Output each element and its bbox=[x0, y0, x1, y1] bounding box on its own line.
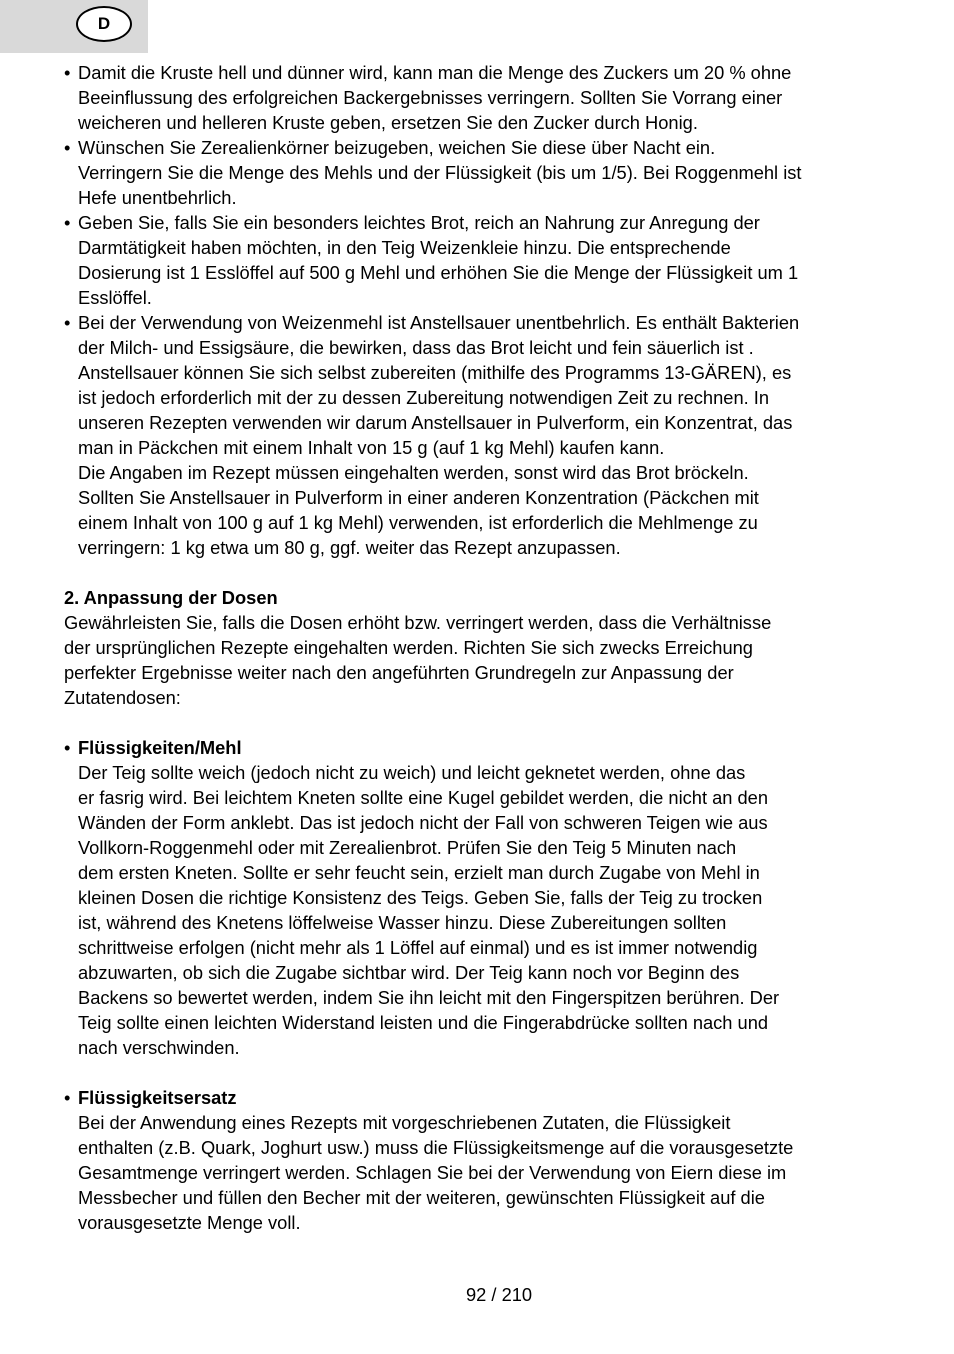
text-line: Darmtätigkeit haben möchten, in den Teig Weizenkleie hinzu. Die entsprechende bbox=[78, 237, 731, 258]
subsection-fluessigkeiten-mehl bbox=[64, 735, 894, 1060]
text-line: verringern: 1 kg etwa um 80 g, ggf. weiter das Rezept anzupassen. bbox=[78, 537, 621, 558]
text-line: Geben Sie, falls Sie ein besonders leichtes Brot, reich an Nahrung zur Anregung der bbox=[78, 212, 760, 233]
text-line: Teig sollte einen leichten Widerstand leisten und die Fingerabdrücke sollten nach und bbox=[78, 1012, 769, 1033]
bullet-icon: • bbox=[64, 312, 71, 333]
bullet-item bbox=[64, 135, 894, 210]
text-line: ist, während des Knetens löffelweise Wasser hinzu. Diese Zubereitungen sollten bbox=[78, 912, 727, 933]
page-total: / 210 bbox=[486, 1284, 533, 1305]
text-line: vorausgesetzte Menge voll. bbox=[78, 1212, 301, 1233]
text-line: Bei der Anwendung eines Rezepts mit vorgeschriebenen Zutaten, die Flüssigkeit bbox=[78, 1112, 731, 1133]
subsection-heading: Flüssigkeitsersatz bbox=[78, 1087, 237, 1108]
text-line: man in Päckchen mit einem Inhalt von 15 g (auf 1 kg Mehl) kaufen kann. bbox=[78, 437, 665, 458]
bullet-item bbox=[64, 310, 894, 560]
section-anpassung bbox=[64, 585, 894, 710]
text-line: Wänden der Form anklebt. Das ist jedoch nicht der Fall von schweren Teigen wie aus bbox=[78, 812, 768, 833]
page-content bbox=[64, 60, 894, 1235]
text-line: Damit die Kruste hell und dünner wird, kann man die Menge des Zuckers um 20 % ohne bbox=[78, 62, 792, 83]
bullet-icon: • bbox=[64, 1087, 71, 1108]
text-line: er fasrig wird. Bei leichtem Kneten sollte eine Kugel gebildet werden, die nicht an den bbox=[78, 787, 769, 808]
text-line: abzuwarten, ob sich die Zugabe sichtbar wird. Der Teig kann noch vor Beginn des bbox=[78, 962, 740, 983]
text-line: Verringern Sie die Menge des Mehls und der Flüssigkeit (bis um 1/5). Bei Roggenmehl ist bbox=[78, 162, 802, 183]
language-code: D bbox=[97, 14, 111, 33]
page-current: 92 bbox=[466, 1284, 487, 1305]
text-line: Die Angaben im Rezept müssen eingehalten werden, sonst wird das Brot bröckeln. bbox=[78, 462, 749, 483]
bullet-icon: • bbox=[64, 212, 71, 233]
page-number bbox=[466, 1282, 532, 1307]
text-line: kleinen Dosen die richtige Konsistenz des Teigs. Geben Sie, falls der Teig zu trocken bbox=[78, 887, 763, 908]
text-line: Beeinflussung des erfolgreichen Backergebnisses verringern. Sollten Sie Vorrang einer bbox=[78, 87, 783, 108]
text-line: Dosierung ist 1 Esslöffel auf 500 g Mehl und erhöhen Sie die Menge der Flüssigkeit um 1 bbox=[78, 262, 799, 283]
text-line: Anstellsauer können Sie sich selbst zubereiten (mithilfe des Programms 13-GÄREN), es bbox=[78, 362, 792, 383]
bullet-item bbox=[64, 210, 894, 310]
text-line: Messbecher und füllen den Becher mit der weiteren, gewünschten Flüssigkeit auf die bbox=[78, 1187, 765, 1208]
language-badge bbox=[76, 6, 132, 42]
subsection-fluessigkeitsersatz bbox=[64, 1085, 894, 1235]
text-line: Vollkorn-Roggenmehl oder mit Zerealienbrot. Prüfen Sie den Teig 5 Minuten nach bbox=[78, 837, 737, 858]
language-tab bbox=[0, 0, 148, 53]
text-line: einem Inhalt von 100 g auf 1 kg Mehl) verwenden, ist erforderlich die Mehlmenge zu bbox=[78, 512, 758, 533]
text-line: der Milch- und Essigsäure, die bewirken, dass das Brot leicht und fein säuerlich ist . bbox=[78, 337, 754, 358]
text-line: schrittweise erfolgen (nicht mehr als 1 Löffel auf einmal) und es ist immer notwendig bbox=[78, 937, 758, 958]
text-line: Bei der Verwendung von Weizenmehl ist Anstellsauer unentbehrlich. Es enthält Bakterien bbox=[78, 312, 800, 333]
text-line: Wünschen Sie Zerealienkörner beizugeben, weichen Sie diese über Nacht ein. bbox=[78, 137, 716, 158]
text-line: Backens so bewertet werden, indem Sie ihn leicht mit den Fingerspitzen berühren. Der bbox=[78, 987, 780, 1008]
text-line: Der Teig sollte weich (jedoch nicht zu weich) und leicht geknetet werden, ohne das bbox=[78, 762, 746, 783]
text-line: Zutatendosen: bbox=[64, 687, 181, 708]
text-line: nach verschwinden. bbox=[78, 1037, 240, 1058]
text-line: perfekter Ergebnisse weiter nach den angeführten Grundregeln zur Anpassung der bbox=[64, 662, 734, 683]
bullet-item bbox=[64, 60, 894, 135]
bullet-icon: • bbox=[64, 62, 71, 83]
text-line: Gewährleisten Sie, falls die Dosen erhöht bzw. verringert werden, dass die Verhältnisse bbox=[64, 612, 772, 633]
text-line: der ursprünglichen Rezepte eingehalten werden. Richten Sie sich zwecks Erreichung bbox=[64, 637, 753, 658]
text-line: weicheren und helleren Kruste geben, ersetzen Sie den Zucker durch Honig. bbox=[78, 112, 698, 133]
bullet-icon: • bbox=[64, 137, 71, 158]
text-line: Sollten Sie Anstellsauer in Pulverform in einer anderen Konzentration (Päckchen mit bbox=[78, 487, 759, 508]
subsection-heading: Flüssigkeiten/Mehl bbox=[78, 737, 242, 758]
bullet-icon: • bbox=[64, 737, 71, 758]
text-line: Esslöffel. bbox=[78, 287, 152, 308]
text-line: Hefe unentbehrlich. bbox=[78, 187, 237, 208]
text-line: Gesamtmenge verringert werden. Schlagen Sie bei der Verwendung von Eiern diese im bbox=[78, 1162, 787, 1183]
text-line: dem ersten Kneten. Sollte er sehr feucht sein, erzielt man durch Zugabe von Mehl in bbox=[78, 862, 760, 883]
text-line: ist jedoch erforderlich mit der zu dessen Zubereitung notwendigen Zeit zu rechnen. In bbox=[78, 387, 770, 408]
section-heading: 2. Anpassung der Dosen bbox=[64, 587, 278, 608]
text-line: unseren Rezepten verwenden wir darum Anstellsauer in Pulverform, ein Konzentrat, das bbox=[78, 412, 793, 433]
text-line: enthalten (z.B. Quark, Joghurt usw.) muss die Flüssigkeitsmenge auf die vorausgesetzte bbox=[78, 1137, 794, 1158]
